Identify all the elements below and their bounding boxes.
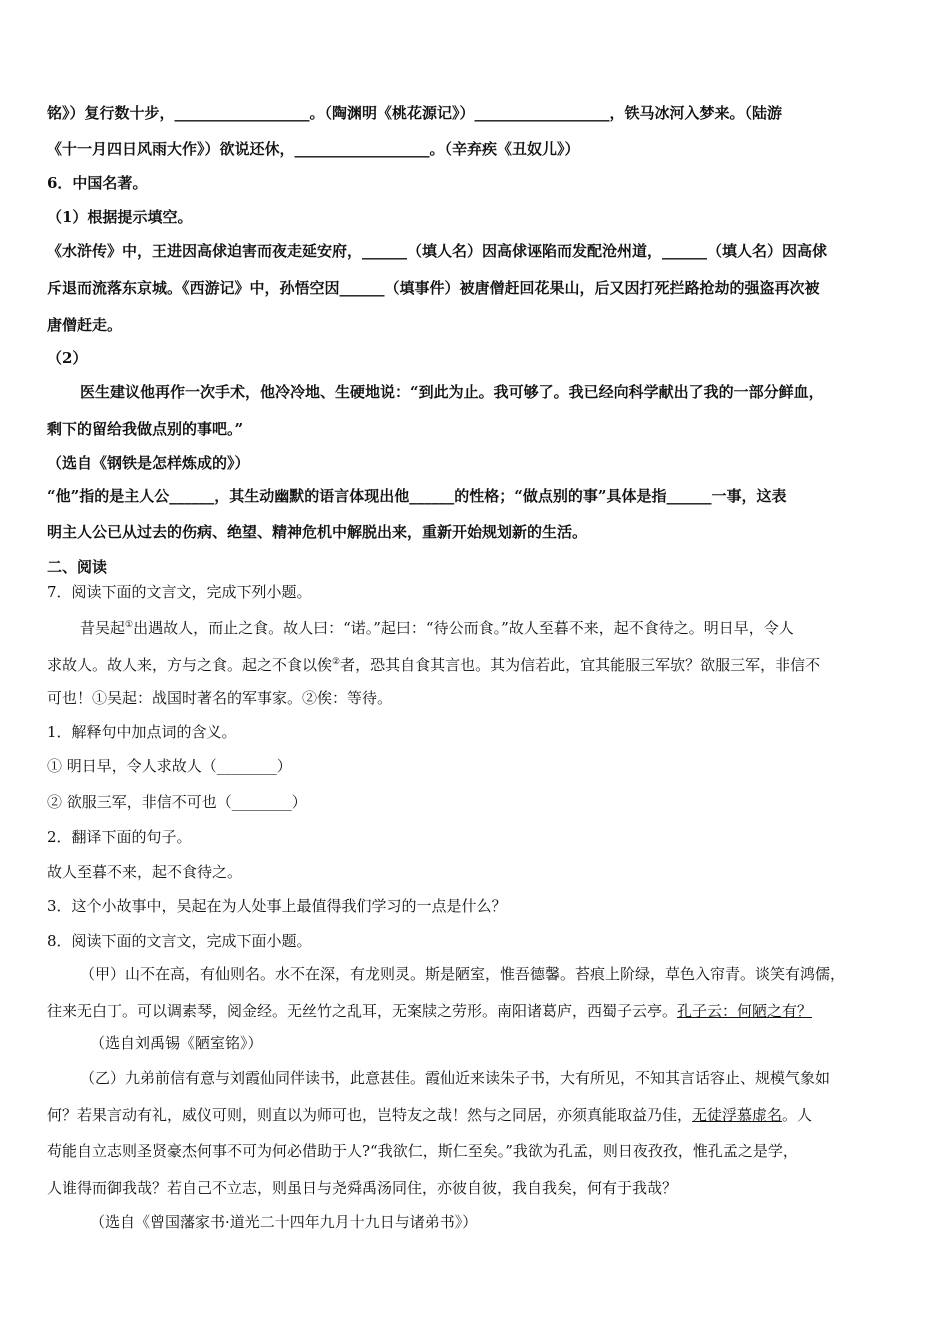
question-6-paragraph-line: 唐僧赶走。 <box>47 316 123 334</box>
question-6-fill-line: “他”指的是主人公______，其生动幽默的语言体现出他______的性格；“做点别的事”具体是指______一事，这表 <box>47 487 787 505</box>
sub-question-1: 1．解释句中加点词的含义。 <box>47 723 237 741</box>
sub-question-2-sentence: 故人至暮不来，起不食待之。 <box>47 863 243 881</box>
passage-b-line: 人谁得而御我哉？若自己不立志，则虽日与尧舜禹汤同住，亦彼自彼，我自我矣，何有于我哉？ <box>47 1179 678 1197</box>
section-2-heading: 二、阅读 <box>47 558 108 576</box>
passage-b-line: 何？若果言动有礼，威仪可则，则直以为师可也，岂特友之哉！然与之同居，亦须真能取益乃佳，无徒浮慕虚名。人 <box>47 1106 813 1124</box>
footnote-marker: ① <box>125 620 134 630</box>
sub-question-1-item-a: ① 明日早，令人求故人（________） <box>47 757 292 775</box>
question-6-part-2-label: （2） <box>47 349 88 367</box>
question-8-title: 8．阅读下面的文言文，完成下面小题。 <box>47 932 312 950</box>
passage-a-line: 往来无白丁。可以调素琴，阅金经。无丝竹之乱耳，无案牍之劳形。南阳诸葛庐，西蜀子云亭。孔子云：何陋之有？ <box>47 1002 813 1020</box>
classical-text-line: 昔吴起①出遇故人，而止之食。故人曰：“诺。”起曰：“待公而食。”故人至暮不来，起不食待之。明日早，令人 <box>80 619 794 637</box>
classical-text-notes: 可也！①吴起：战国时著名的军事家。②俟：等待。 <box>47 689 393 707</box>
passage-b-line: 苟能自立志则圣贤豪杰何事不可为何必借助于人?“我欲仁，斯仁至矣。”我欲为孔孟，则日夜孜孜，惟孔孟之是学， <box>47 1142 798 1160</box>
passage-b-line: （乙）九弟前信有意与刘霞仙同伴读书，此意甚佳。霞仙近来读朱子书，大有所见，不知其言话容止、规模气象如 <box>80 1069 831 1087</box>
question-7-title: 7．阅读下面的文言文，完成下列小题。 <box>47 583 312 601</box>
classical-text-line: 求故人。故人来，方与之食。起之不食以俟②者，恐其自食其言也。其为信若此，宜其能服三军欤？欲服三军，非信不 <box>47 656 821 674</box>
passage-b-source: （选自《曾国藩家书·道光二十四年九月十九日与诸弟书》） <box>90 1213 478 1231</box>
footnote-marker: ② <box>332 657 341 667</box>
question-6-part-1-label: （1）根据提示填空。 <box>47 208 193 226</box>
sub-question-2: 2．翻译下面的句子。 <box>47 828 192 846</box>
poetry-fill-line-2: 《十一月四日风雨大作》）欲说还休，__________________。（辛弃疾《丑奴儿》） <box>47 140 580 158</box>
question-6-paragraph-line: 斥退而流落东京城。《西游记》中，孙悟空因______（填事件）被唐僧赶回花果山，后又因打死拦路抢劫的强盗再次被 <box>47 279 820 297</box>
question-6-paragraph-line: 《水浒传》中，王进因高俅迫害而夜走延安府，______（填人名）因高俅诬陷而发配沧州道，______（填人名）因高俅 <box>47 242 828 260</box>
sub-question-3: 3．这个小故事中，吴起在为人处事上最值得我们学习的一点是什么？ <box>47 897 507 915</box>
passage-a-line: （甲）山不在高，有仙则名。水不在深，有龙则灵。斯是陋室，惟吾德馨。苔痕上阶绿，草色入帘青。谈笑有鸿儒， <box>80 965 846 983</box>
passage-a-source: （选自刘禹锡《陋室铭》） <box>90 1034 263 1052</box>
sub-question-1-item-b: ② 欲服三军，非信不可也（________） <box>47 793 307 811</box>
novel-quote-line: 医生建议他再作一次手术，他冷冷地、生硬地说：“到此为止。我可够了。我已经向科学献出了我的一部分鲜血， <box>80 383 824 401</box>
novel-quote-source: （选自《钢铁是怎样炼成的》） <box>47 454 250 472</box>
underlined-sentence: 孔子云：何陋之有？ <box>677 1002 813 1020</box>
question-6-fill-line: 明主人公已从过去的伤病、绝望、精神危机中解脱出来，重新开始规划新的生活。 <box>47 523 588 541</box>
poetry-fill-line-1: 铭》）复行数十步，__________________。（陶渊明《桃花源记》）__________________，铁马冰河入梦来。（陆游 <box>47 104 783 122</box>
question-6-title: 6．中国名著。 <box>47 174 148 192</box>
underlined-sentence: 无徒浮慕虚名 <box>692 1106 783 1124</box>
novel-quote-line: 剩下的留给我做点别的事吧。” <box>47 420 244 438</box>
